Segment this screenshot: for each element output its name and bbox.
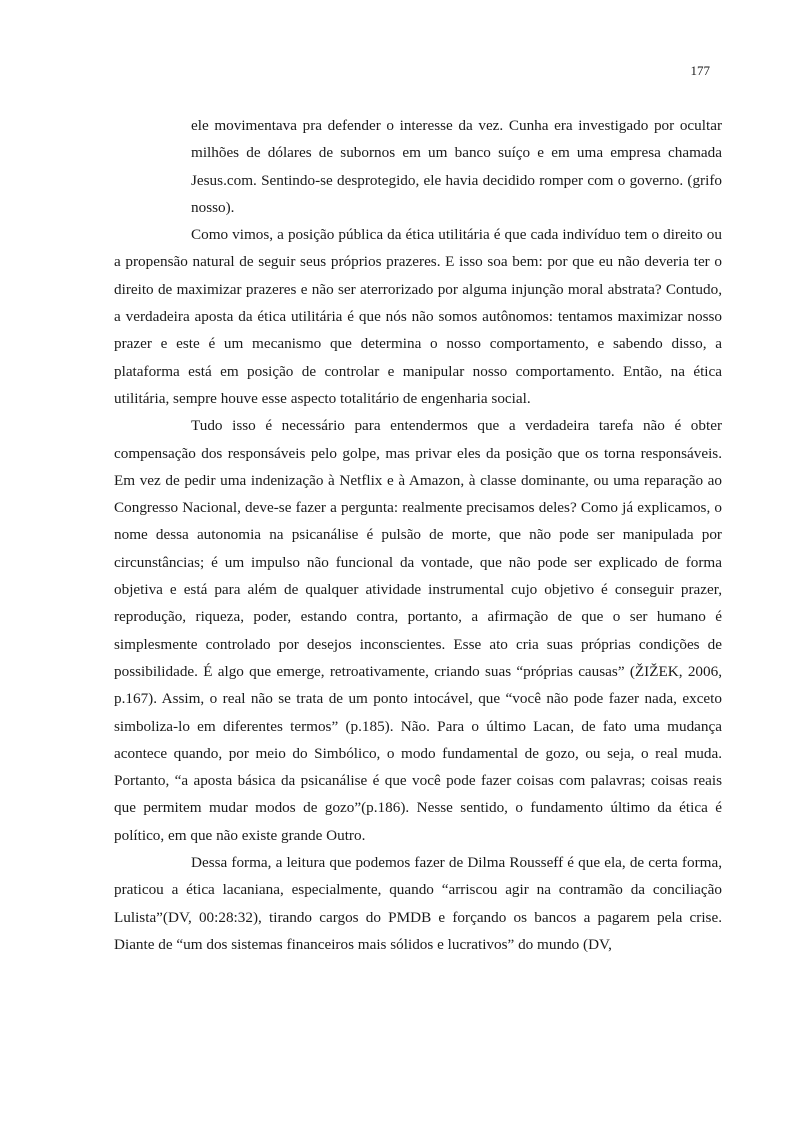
paragraph-dilma-rousseff: Dessa forma, a leitura que podemos fazer de Dilma Rousseff é que ela, de certa forma, praticou a ética lacaniana, especialmente, quando “arriscou agir na contramão da conciliação Lulista”(DV, 00:28:32), tirando cargos do PMDB e forçando os bancos a pagarem pela crise. Diante de “um dos sistemas financeiros mais sólidos e lucrativos” do mundo (DV, (114, 854, 722, 953)
page-body (114, 112, 722, 958)
block-quote: ele movimentava pra defender o interesse da vez. Cunha era investigado por ocultar milhões de dólares de subornos em um banco suíço e em uma empresa chamada Jesus.com. Sentindo-se desprotegido, ele havia decidido romper com o governo. (grifo nosso). (191, 117, 722, 216)
page-number: 177 (690, 63, 710, 78)
paragraph-psychoanalysis: Tudo isso é necessário para entendermos que a verdadeira tarefa não é obter compensação dos responsáveis pelo golpe, mas privar eles da posição que os torna responsáveis. Em vez de pedir uma indenização à Netflix e à Amazon, à classe dominante, ou uma reparação ao Congresso Nacional, deve-se fazer a pergunta: realmente precisamos deles? Como já explicamos, o nome dessa autonomia na psicanálise é pulsão de morte, que não pode ser manipulada por circunstâncias; é um impulso não funcional da vontade, que não pode ser explicado de forma objetiva e está para além de qualquer atividade instrumental cujo objetivo é conseguir prazer, reprodução, riqueza, poder, estando contra, portanto, a afirmação de que o ser humano é simplesmente controlado por desejos inconscientes. Esse ato cria suas próprias condições de possibilidade. É algo que emerge, retroativamente, criando suas “próprias causas” (ŽIŽEK, 2006, p.167). Assim, o real não se trata de um ponto intocável, que “você não pode fazer nada, exceto simboliza-lo em diferentes termos” (p.185). Não. Para o último Lacan, de fato uma mudança acontece quando, por meio do Simbólico, o modo fundamental de gozo, ou seja, o real muda. Portanto, “a aposta básica da psicanálise é que você pode fazer coisas com palavras; coisas reais que permitem mudar modos de gozo”(p.186). Nesse sentido, o fundamento último da ética é político, em que não existe grande Outro. (114, 417, 722, 844)
paragraph-utilitarian-ethics: Como vimos, a posição pública da ética utilitária é que cada indivíduo tem o direito ou a propensão natural de seguir seus próprios prazeres. E isso soa bem: por que eu não deveria ter o direito de maximizar prazeres e não ser aterrorizado por alguma injunção moral abstrata? Contudo, a verdadeira aposta da ética utilitária é que nós não somos autônomos: tentamos maximizar nosso prazer e este é um mecanismo que determina o nosso comportamento, e sabendo disso, a plataforma está em posição de controlar e manipular nosso comportamento. Então, na ética utilitária, sempre houve esse aspecto totalitário de engenharia social. (114, 226, 722, 407)
